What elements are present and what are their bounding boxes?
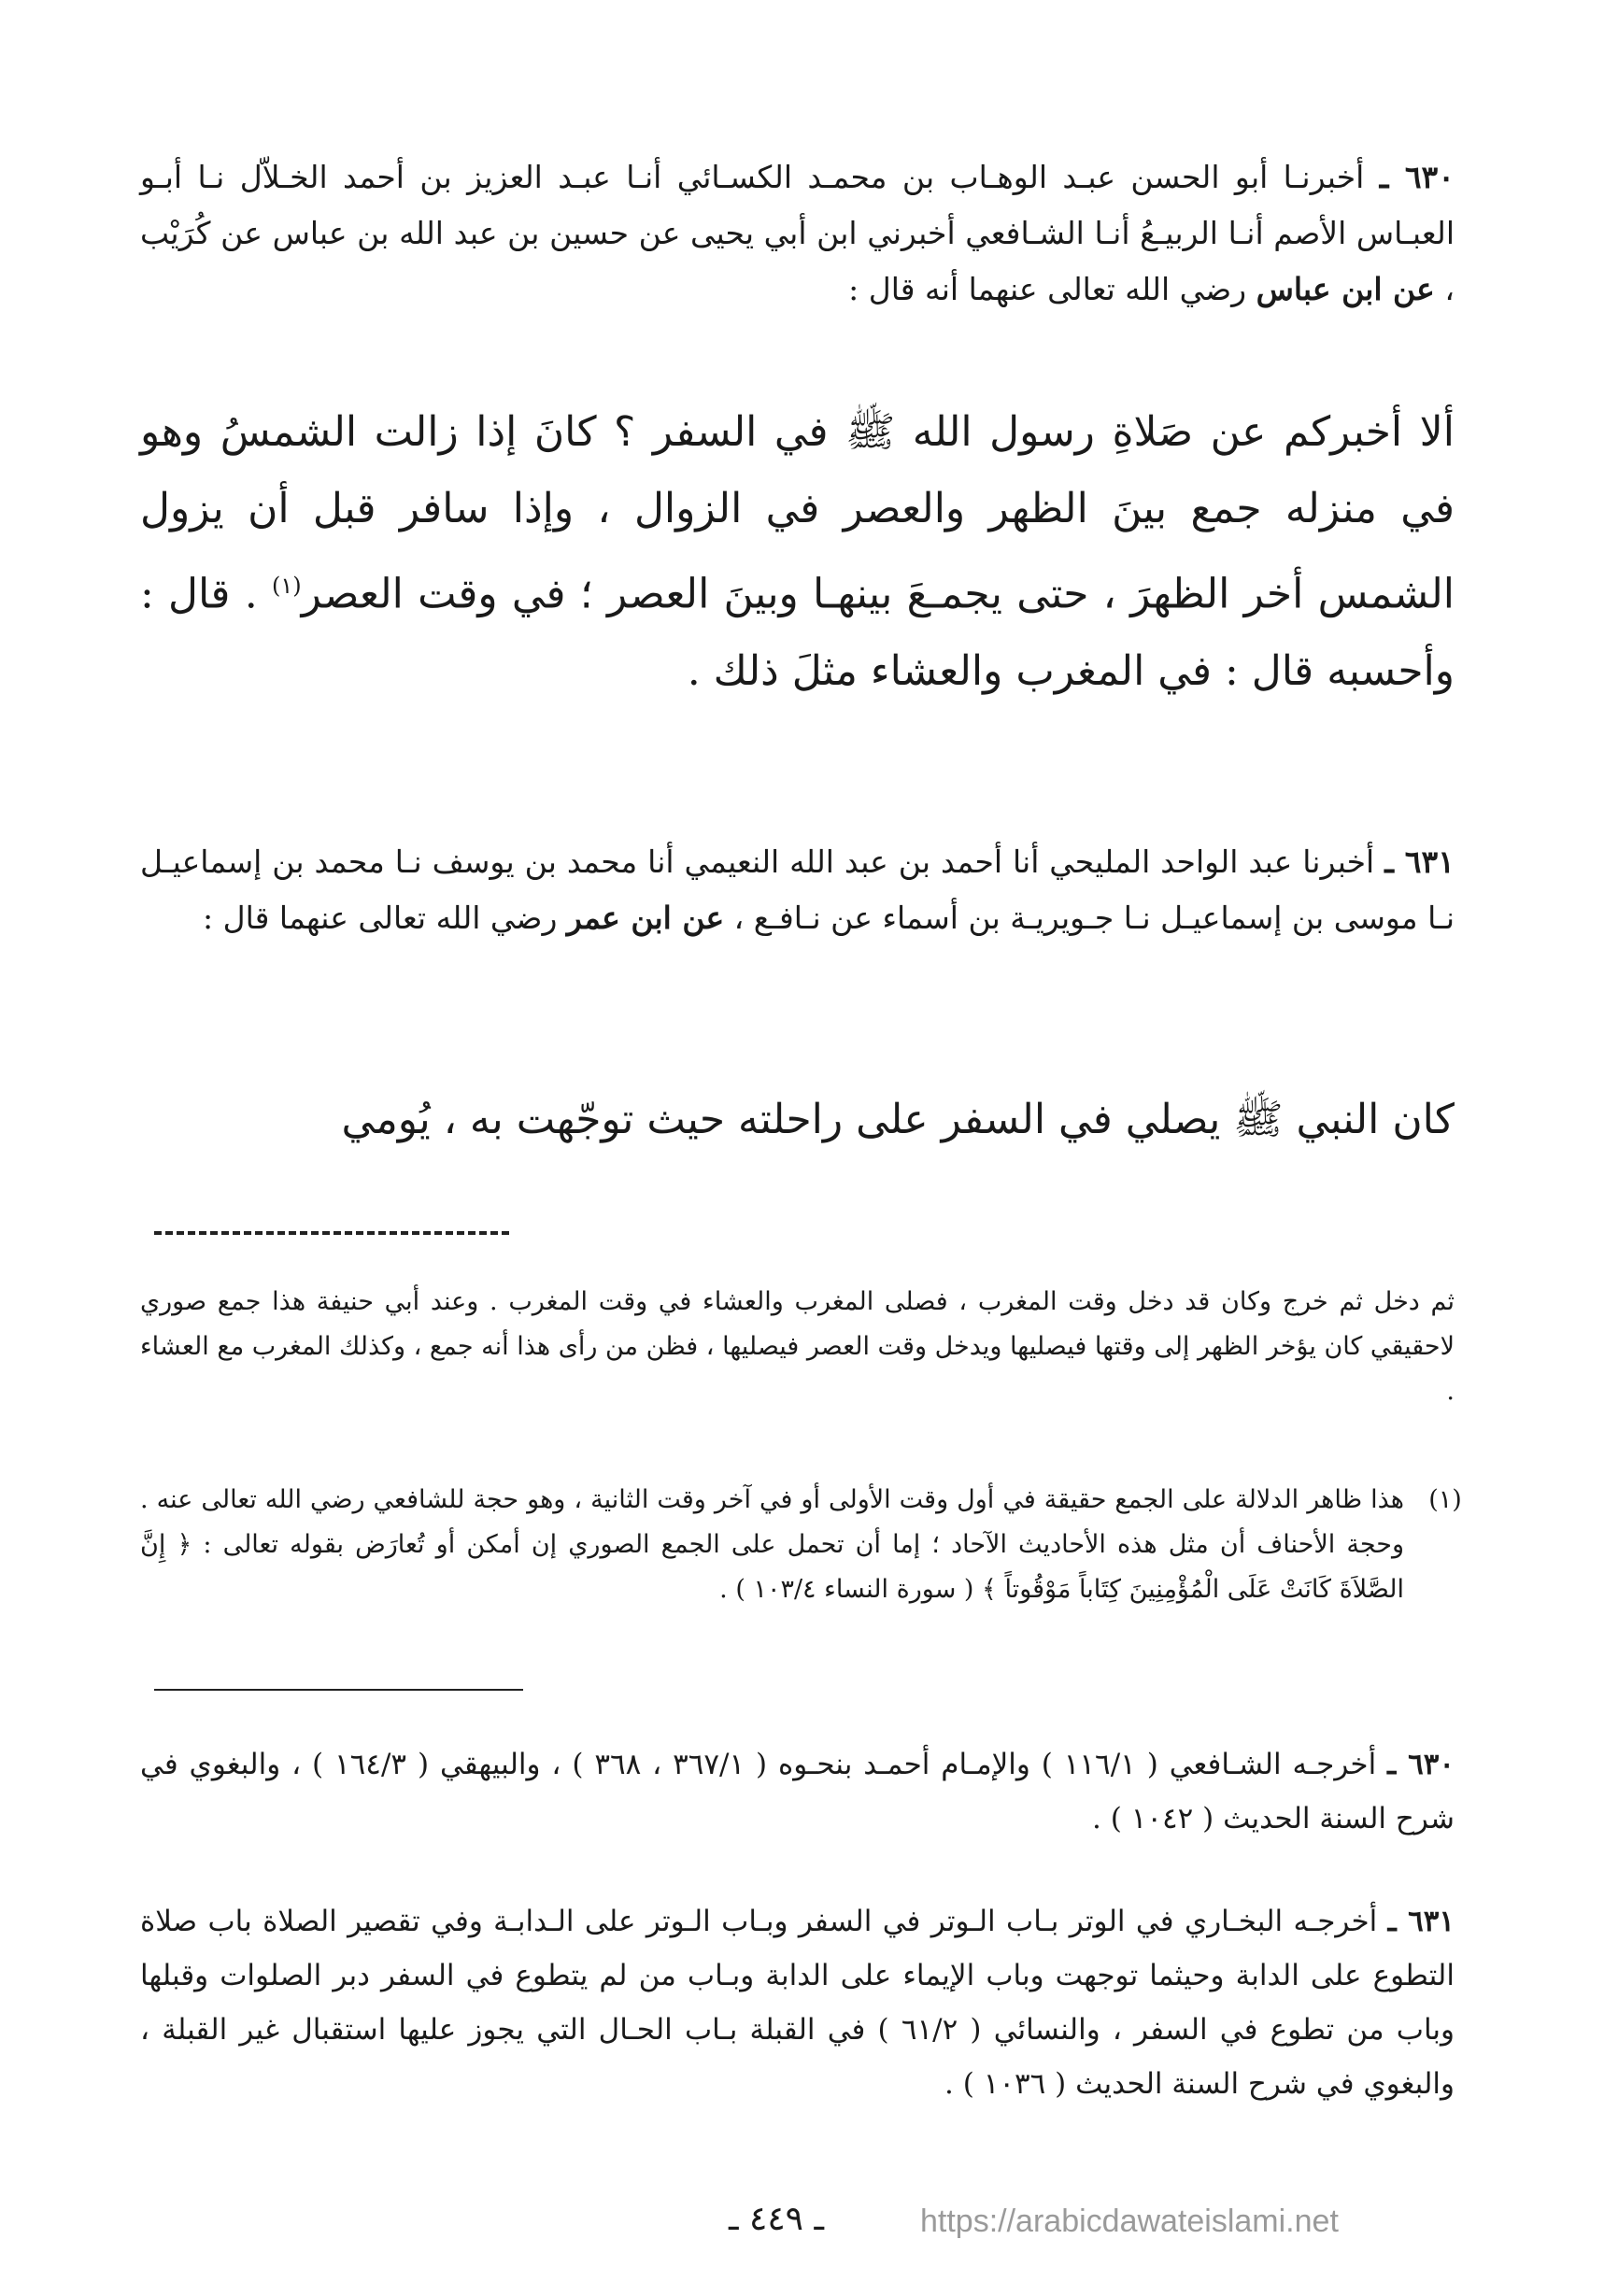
footnote-text: هذا ظاهر الدلالة على الجمع حقيقة في أول وقت الأولى أو في آخر وقت الثانية ، وهو حجة للشافعي رضي الله تعالى عنه . وحجة الأحناف أن مثل هذه الأحاديث الآحاد ؛ إما أن تحمل على الجمع الصوري إن أمكن أو تُعارَض بقوله تعالى : ﴿ إِنَّ الصَّلاَةَ كَانَتْ عَلَى الْمُؤْمِنِينَ كِتَاباً مَوْقُوتاً ﴾ ( سورة النساء ١٠٣/٤ ) . [140,1485,1404,1604]
hadith-631-isnad-end: رضي الله تعالى عنهما قال : [203,900,558,936]
takhrij-631 [140,1894,1455,2111]
hadith-630-matn [140,394,1455,710]
hadith-631-isnad [140,834,1455,946]
hadith-631-number: ٦٣١ ـ [1384,843,1455,880]
footnote-1 [140,1478,1464,1612]
continuation-separator [154,1231,509,1235]
hadith-630-number: ٦٣٠ ـ [1379,159,1455,195]
hadith-630-isnad-text: أخبرنـا أبو الحسن عبـد الوهـاب بن محمـد الكسـائي أنـا عبـد العزيز بن أحمد الخـلاّل نـا أبـو العبـاس الأصم أنـا الربيـعُ أنـا الشـافعي أخبرني ابن أبي يحيى عن حسين بن عبد الله بن عباس عن كُرَيْب ، [140,159,1455,307]
takhrij-630-number: ٦٣٠ ـ [1387,1748,1455,1781]
footnote-reference: (١) [271,573,302,599]
page-number: ـ ٤٤٩ ـ [729,2200,825,2238]
hadith-631-matn-text: كان النبي ﷺ يصلي في السفر على راحلته حيث توجّهت به ، يُومي [341,1096,1455,1143]
page-footer [0,2200,1604,2246]
takhrij-631-number: ٦٣١ ـ [1387,1905,1455,1938]
hadith-630-isnad-end: رضي الله تعالى عنهما أنه قال : [848,271,1247,307]
takhrij-separator [154,1689,523,1691]
hadith-630-narrator: عن ابن عباس [1256,271,1435,307]
footnote-continuation-text: ثم دخل ثم خرج وكان قد دخل وقت المغرب ، فصلى المغرب والعشاء في وقت المغرب . وعند أبي حنيفة هذا جمع صوري لاحقيقي كان يؤخر الظهر إلى وقتها فيصليها ويدخل وقت العصر فيصليها ، فظن من رأى هذا أنه جمع ، وكذلك المغرب مع العشاء . [139,1287,1455,1406]
hadith-630-matn-end: . قال : وأحسبه قال : في المغرب والعشاء مثلَ ذلك . [140,570,1455,695]
footnote-marker: (١) [1428,1485,1462,1514]
takhrij-631-text: أخرجـه البخـاري في الوتر بـاب الـوتر في السفر وبـاب الـوتر على الـدابـة وفي تقصير الصلاة باب صلاة التطوع على الدابة وحيثما توجهت وباب الإيماء على الدابة وبـاب من لم يتطوع في السفر دبر الصلوات وقبلها وباب من تطوع في السفر ، والنسائي ( ٦١/٢ ) في القبلة بـاب الحـال التي يجوز عليها استقبال غير القبلة ، والبغوي في شرح السنة الحديث ( ١٠٣٦ ) . [140,1905,1455,2101]
hadith-630-isnad [140,149,1455,318]
hadith-631-isnad-text: أخبرنا عبد الواحد المليحي أنا أحمد بن عبد الله النعيمي أنا محمد بن يوسف نـا محمد بن إسماعيـل نـا موسى بن إسماعيـل نـا جـويريـة بن أسماء عن نـافـع ، [140,843,1455,936]
hadith-631-narrator: عن ابن عمر [566,900,725,936]
hadith-630-matn-text: ألا أخبركم عن صَلاةِ رسول الله ﷺ في السفر ؟ كانَ إذا زالت الشمسُ وهو في منزله جمع بينَ الظهر والعصر في الزوال ، وإذا سافر قبل أن يزول الشمس أخر الظهرَ ، حتى يجمـعَ بينهـا وبينَ العصر ؛ في وقت العصر [140,408,1455,618]
footnote-continuation [140,1280,1455,1414]
watermark-url: https://arabicdawateislami.net [920,2204,1339,2239]
takhrij-630 [140,1737,1455,1846]
takhrij-630-text: أخرجـه الشـافعي ( ١١٦/١ ) والإمـام أحمـد بنحـوه ( ٣٦٧/١ ، ٣٦٨ ) ، والبيهقي ( ١٦٤/٣ ) ، والبغوي في شرح السنة الحديث ( ١٠٤٢ ) . [140,1748,1455,1835]
hadith-631-matn [140,1082,1455,1158]
